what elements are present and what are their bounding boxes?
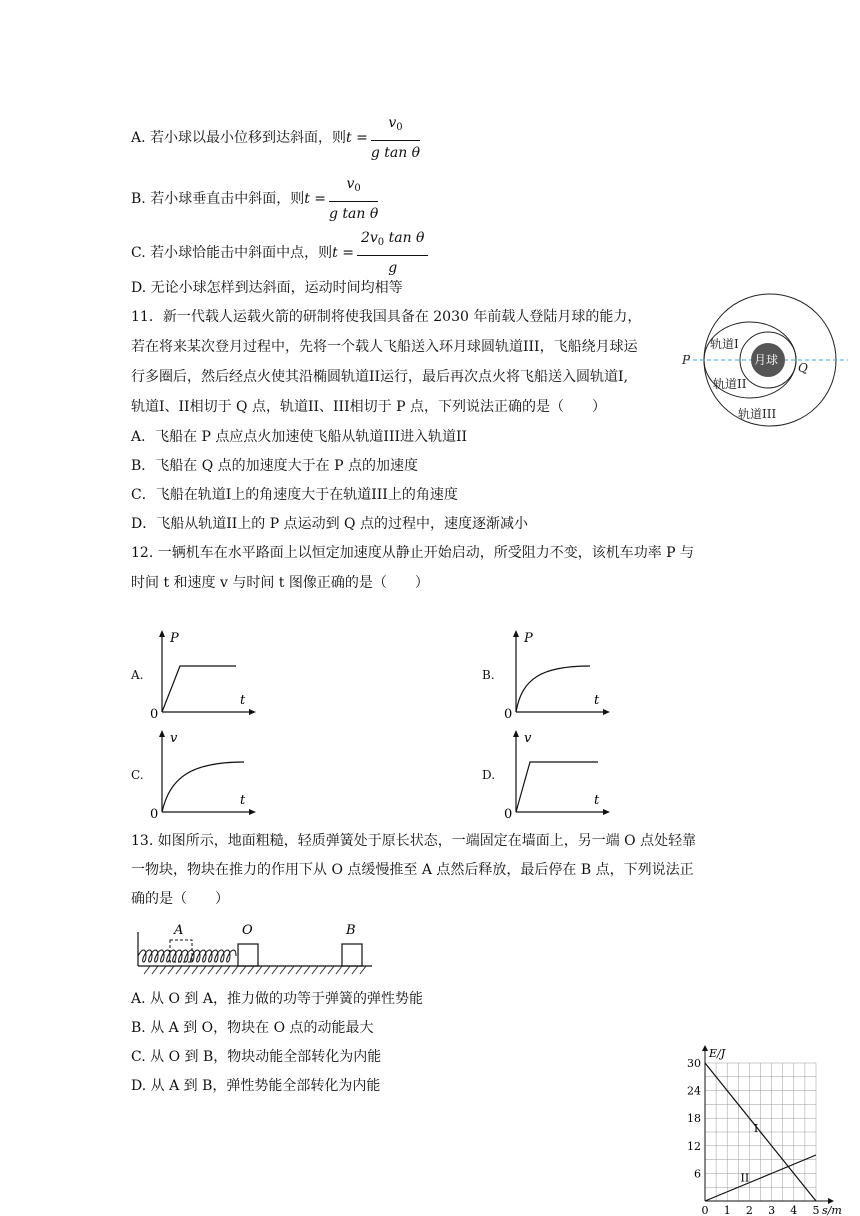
x-axis-label: t — [240, 793, 246, 808]
series-label-I: I — [753, 1122, 759, 1135]
q11-option-a: A．飞船在 P 点应点火加速使飞船从轨道III进入轨道II — [131, 429, 468, 445]
graph-a — [148, 628, 258, 720]
orbit-i-label: 轨道I — [710, 337, 739, 351]
spring — [138, 950, 236, 962]
fraction: $\frac{2v_0 \tan \theta}{g}$ — [357, 228, 429, 278]
q11-stem-line: 若在将来某次登月过程中，先将一个载人飞船送入环月球圆轨道III，飞船绕月球运 — [131, 339, 638, 355]
label-o: O — [242, 923, 253, 938]
q13-stem-line: 确的是（ ） — [131, 891, 229, 907]
q13-option-d: D. 从 A 到 B，弹性势能全部转化为内能 — [131, 1078, 381, 1094]
graph-b — [502, 628, 612, 720]
q11-option-d: D．飞船从轨道II上的 P 点运动到 Q 点的过程中，速度逐渐减小 — [131, 516, 528, 532]
y-tick-label: 24 — [687, 1084, 701, 1098]
y-axis-label: P — [524, 631, 533, 646]
q10-option-a: A. 若小球以最小位移到达斜面，则t = $\frac{v_0}{\text{g tan θ}}$ — [131, 115, 421, 161]
graph-b-label: B. — [482, 668, 495, 682]
x-tick-label: 5 — [812, 1204, 820, 1216]
orbit-iii-label: 轨道III — [738, 407, 777, 421]
y-axis-label: E/J — [709, 1047, 726, 1060]
origin-label: 0 — [150, 707, 159, 720]
x-tick-label: 1 — [723, 1204, 731, 1216]
point-q-label: Q — [798, 361, 808, 375]
moon-label: 月球 — [754, 353, 779, 367]
x-axis-label: t — [240, 693, 246, 708]
velocity-curve — [162, 762, 244, 812]
energy-displacement-chart — [680, 1040, 856, 1216]
q11-stem-line: 11．新一代载人运载火箭的研制将使我国具备在 2030 年前载人登陆月球的能力， — [131, 309, 642, 325]
q13-stem-line: 13. 如图所示，地面粗糙，轻质弹簧处于原长状态，一端固定在墙面上，另一端 O 点处轻靠 — [131, 833, 697, 849]
origin-label: 0 — [504, 707, 513, 720]
orbit-diagram — [680, 292, 850, 430]
origin-label: 0 — [150, 807, 159, 820]
x-tick-label: 2 — [745, 1204, 753, 1216]
x-tick-label: 3 — [768, 1204, 776, 1216]
q10-option-c: C. 若小球恰能击中斜面中点，则t = $\frac{2v_0 \tan \theta}{g}$ — [131, 228, 431, 278]
q13-option-b: B. 从 A 到 O，物块在 O 点的动能最大 — [131, 1020, 374, 1036]
q13-option-c: C. 从 O 到 B，物块动能全部转化为内能 — [131, 1049, 382, 1065]
graph-d-label: D. — [482, 768, 496, 782]
y-axis-label: v — [524, 731, 532, 746]
graph-d — [502, 728, 612, 820]
velocity-curve — [516, 762, 598, 812]
graph-a-label: A. — [131, 668, 144, 682]
q10-option-d: D. 无论小球怎样到达斜面，运动时间均相等 — [131, 280, 403, 296]
label-a: A — [174, 923, 184, 938]
q11-stem-line: 轨道I、II相切于 Q 点，轨道II、III相切于 P 点，下列说法正确的是（ ） — [131, 399, 606, 415]
y-tick-label: 18 — [687, 1112, 701, 1126]
block-position-b — [342, 944, 362, 966]
y-tick-label: 30 — [687, 1057, 701, 1070]
x-axis-label: s/m — [822, 1204, 842, 1216]
graph-c — [148, 728, 258, 820]
y-axis-label: v — [170, 731, 178, 746]
q11-stem-line: 行多圈后，然后经点火使其沿椭圆轨道II运行，最后再次点火将飞船送入圆轨道I, — [131, 369, 629, 385]
y-axis-label: P — [170, 631, 179, 646]
x-axis-label: t — [594, 793, 600, 808]
power-curve — [162, 666, 236, 712]
q13-stem-line: 一物块，物块在推力的作用下从 O 点缓慢推至 A 点然后释放，最后停在 B 点，下列说法正 — [131, 862, 694, 878]
origin-label: 0 — [504, 807, 513, 820]
q12-stem-line: 时间 t 和速度 v 与时间 t 图像正确的是（ ） — [131, 575, 429, 591]
q13-option-a: A. 从 O 到 A，推力做的功等于弹簧的弹性势能 — [131, 991, 423, 1007]
spring-diagram — [134, 918, 384, 978]
x-axis-label: t — [594, 693, 600, 708]
q11-option-b: B．飞船在 Q 点的加速度大于在 P 点的加速度 — [131, 458, 418, 474]
x-tick-label: 0 — [701, 1204, 709, 1216]
point-p-label: P — [682, 353, 691, 367]
orbit-ii-label: 轨道II — [713, 377, 747, 391]
block-position-o — [238, 944, 258, 966]
q10-option-b: B. 若小球垂直击中斜面，则t = $\frac{v_0}{\text{g tan θ}}$ — [131, 176, 379, 222]
power-curve — [516, 666, 590, 712]
q12-stem-line: 12. 一辆机车在水平路面上以恒定加速度从静止开始启动，所受阻力不变，该机车功率 P 与 — [131, 545, 695, 561]
fraction: $\frac{v_0}{\text{g tan θ}}$ — [329, 176, 379, 222]
fraction: $\frac{v_0}{\text{g tan θ}}$ — [370, 115, 421, 161]
y-axis-arrow — [702, 1045, 708, 1051]
y-tick-label: 12 — [687, 1139, 701, 1153]
label-b: B — [346, 923, 356, 938]
y-tick-label: 6 — [694, 1167, 701, 1181]
x-tick-label: 4 — [790, 1204, 798, 1216]
series-label-II: II — [740, 1171, 750, 1185]
q11-option-c: C．飞船在轨道I上的角速度大于在轨道III上的角速度 — [131, 487, 458, 503]
graph-c-label: C. — [131, 768, 144, 782]
